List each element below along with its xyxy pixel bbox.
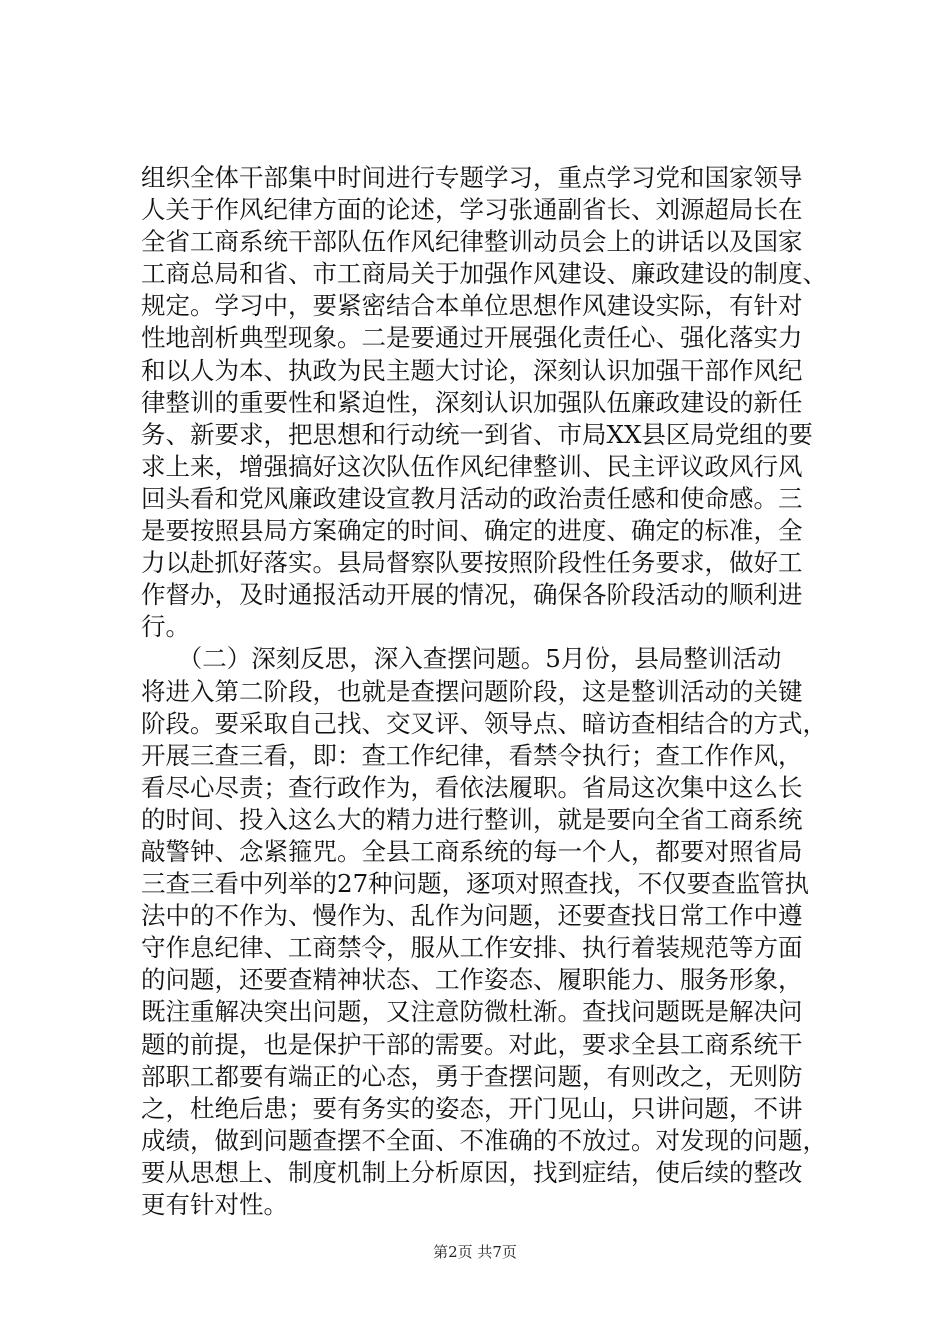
text-line: 务、新要求，把思想和行动统一到省、市局XX县区局党组的要 <box>141 419 813 449</box>
text-line: 工商总局和省、市工商局关于加强作风建设、廉政建设的制度、 <box>141 259 827 289</box>
text-line: 题的前提，也是保护干部的需要。对此，要求全县工商系统干 <box>141 1029 803 1059</box>
text-line: 部职工都要有端正的心态，勇于查摆问题，有则改之，无则防 <box>141 1061 803 1091</box>
page-footer: 第2页 共7页 <box>433 1243 517 1261</box>
text-line: 看尽心尽责；查行政作为，看依法履职。省局这次集中这么长 <box>141 772 803 802</box>
text-line: 的时间、投入这么大的精力进行整训，就是要向全省工商系统 <box>141 804 803 834</box>
text-line: 的问题，还要查精神状态、工作姿态、履职能力、服务形象， <box>141 965 803 995</box>
text-line: 规定。学习中，要紧密结合本单位思想作风建设实际，有针对 <box>141 291 803 321</box>
document-body <box>141 162 827 1221</box>
text-line: 将进入第二阶段，也就是查摆问题阶段，这是整训活动的关键 <box>141 676 803 706</box>
text-line: 性地剖析典型现象。二是要通过开展强化责任心、强化落实力 <box>141 323 803 353</box>
text-line: 三查三看中列举的27种问题，逐项对照查找，不仅要查监管执 <box>141 869 810 899</box>
text-line: 人关于作风纪律方面的论述，学习张通副省长、刘源超局长在 <box>141 195 803 225</box>
text-line: 和以人为本、执政为民主题大讨论，深刻认识加强干部作风纪 <box>141 355 803 385</box>
text-line: 成绩，做到问题查摆不全面、不准确的不放过。对发现的问题， <box>141 1125 827 1155</box>
text-line: 敲警钟、念紧箍咒。全县工商系统的每一个人，都要对照省局 <box>141 836 803 866</box>
text-line: 是要按照县局方案确定的时间、确定的进度、确定的标准，全 <box>141 516 803 546</box>
text-line: 要从思想上、制度机制上分析原因，找到症结，使后续的整改 <box>141 1157 803 1187</box>
text-line: 阶段。要采取自己找、交叉评、领导点、暗访查相结合的方式， <box>141 708 827 738</box>
text-line: 组织全体干部集中时间进行专题学习，重点学习党和国家领导 <box>141 163 803 192</box>
text-line: 力以赴抓好落实。县局督察队要按照阶段性任务要求，做好工 <box>141 548 803 578</box>
text-line: 既注重解决突出问题，又注意防微杜渐。查找问题既是解决问 <box>141 997 803 1027</box>
text-line: （二）深刻反思，深入查摆问题。5月份，县局整训活动 <box>141 644 782 674</box>
text-line: 求上来，增强搞好这次队伍作风纪律整训、民主评议政风行风 <box>141 451 803 481</box>
text-line: 律整训的重要性和紧迫性，深刻认识加强队伍廉政建设的新任 <box>141 387 803 417</box>
text-line: 守作息纪律、工商禁令，服从工作安排、执行着装规范等方面 <box>141 933 803 963</box>
text-line: 全省工商系统干部队伍作风纪律整训动员会上的讲话以及国家 <box>141 227 803 257</box>
text-line: 行。 <box>141 612 190 642</box>
text-line: 回头看和党风廉政建设宣教月活动的政治责任感和使命感。三 <box>141 483 803 513</box>
text-line: 之，杜绝后患；要有务实的姿态，开门见山，只讲问题，不讲 <box>141 1093 803 1123</box>
text-line: 法中的不作为、慢作为、乱作为问题，还要查找日常工作中遵 <box>141 901 803 931</box>
text-line: 开展三查三看，即：查工作纪律，看禁令执行；查工作作风， <box>141 740 803 770</box>
text-line: 作督办，及时通报活动开展的情况，确保各阶段活动的顺利进 <box>141 580 803 610</box>
text-line: 更有针对性。 <box>141 1190 288 1219</box>
